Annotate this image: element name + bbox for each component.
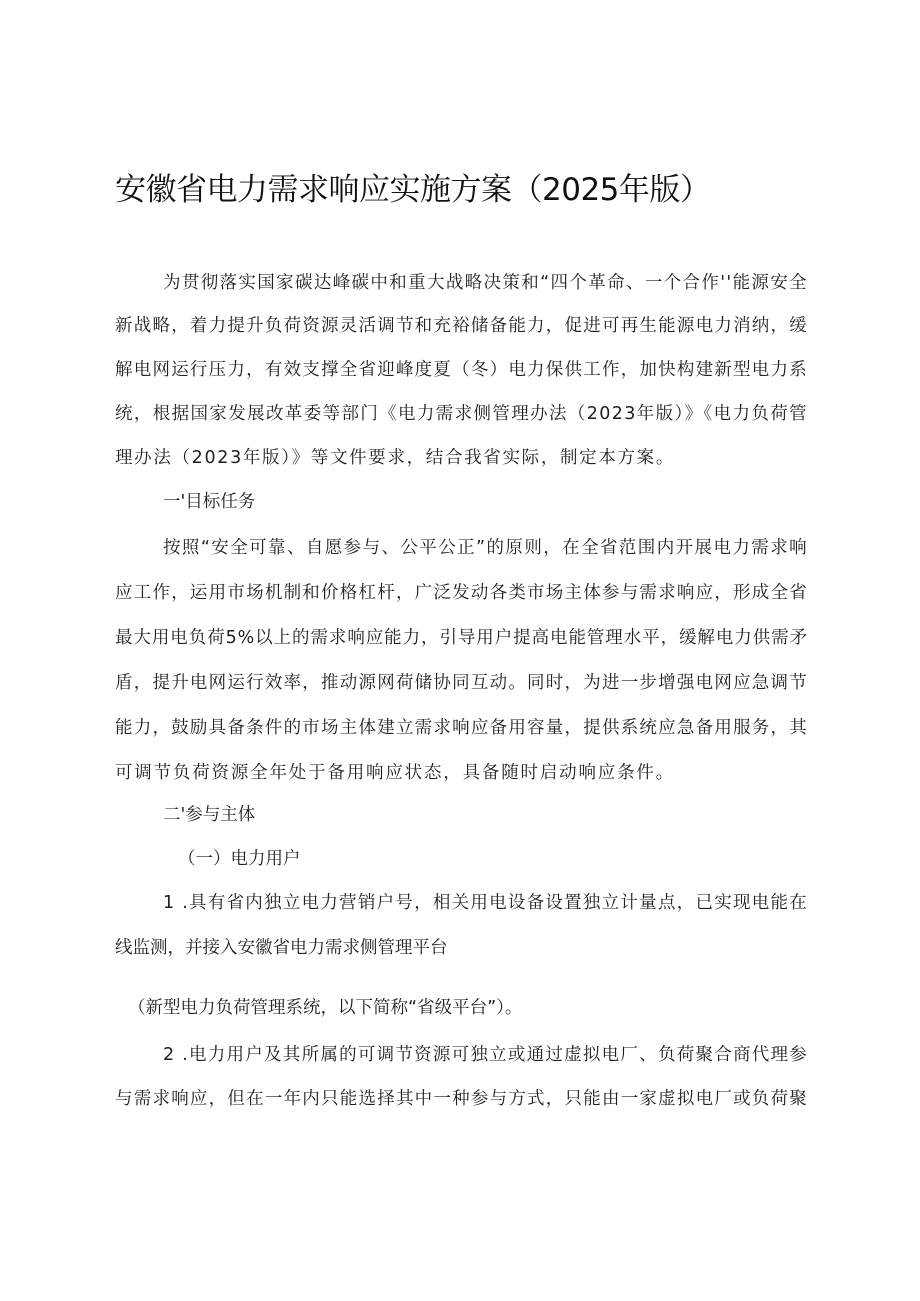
intro-line: 解电网运行压力，有效支撑全省迎峰度夏（冬）电力保供工作，加快构建新型电力系 — [115, 360, 808, 380]
intro-line: 为贯彻落实国家碳达峰碳中和重大战略决策和“四个革命、一个合作''能源安全 — [163, 273, 808, 293]
body-line: 可调节负荷资源全年处于备用响应状态，具备随时启动响应条件。 — [115, 763, 675, 783]
body-line: 按照“安全可靠、自愿参与、公平公正”的原则，在全省范围内开展电力需求响 — [163, 538, 808, 558]
list-item-line: 与需求响应，但在一年内只能选择其中一种参与方式，只能由一家虚拟电厂或负荷聚 — [115, 1089, 808, 1109]
document-title: 安徽省电力需求响应实施方案（2025年版） — [115, 172, 711, 208]
list-item-line: 线监测，并接入安徽省电力需求侧管理平台 — [115, 938, 448, 958]
list-item-line: 2 .电力用户及其所属的可调节资源可独立或通过虚拟电厂、负荷聚合商代理参 — [163, 1045, 808, 1065]
body-line: 盾，提升电网运行效率，推动源网荷储协同互动。同时，为进一步增强电网应急调节 — [115, 673, 808, 693]
intro-line: 新战略，着力提升负荷资源灵活调节和充裕储备能力，促进可再生能源电力消纳，缓 — [115, 316, 808, 336]
body-line: 应工作，运用市场机制和价格杠杆，广泛发动各类市场主体参与需求响应，形成全省 — [115, 583, 808, 603]
section-heading: 一'目标任务 — [163, 492, 256, 512]
subsection-heading: （一）电力用户 — [178, 849, 301, 869]
body-line: 最大用电负荷5%以上的需求响应能力，引导用户提高电能管理水平，缓解电力供需矛 — [115, 628, 808, 648]
list-item-line: 1 .具有省内独立电力营销户号，相关用电设备设置独立计量点，已实现电能在 — [163, 893, 808, 913]
intro-line: 统，根据国家发展改革委等部门《电力需求侧管理办法（2023年版）》《电力负荷管 — [115, 404, 808, 424]
intro-line: 理办法（2023年版）》等文件要求，结合我省实际，制定本方案。 — [115, 448, 675, 468]
body-line: 能力，鼓励具备条件的市场主体建立需求响应备用容量，提供系统应急备用服务，其 — [115, 718, 808, 738]
list-item-line: （新型电力负荷管理系统，以下简称“省级平台”）。 — [128, 998, 523, 1018]
section-heading: 二'参与主体 — [163, 805, 256, 825]
